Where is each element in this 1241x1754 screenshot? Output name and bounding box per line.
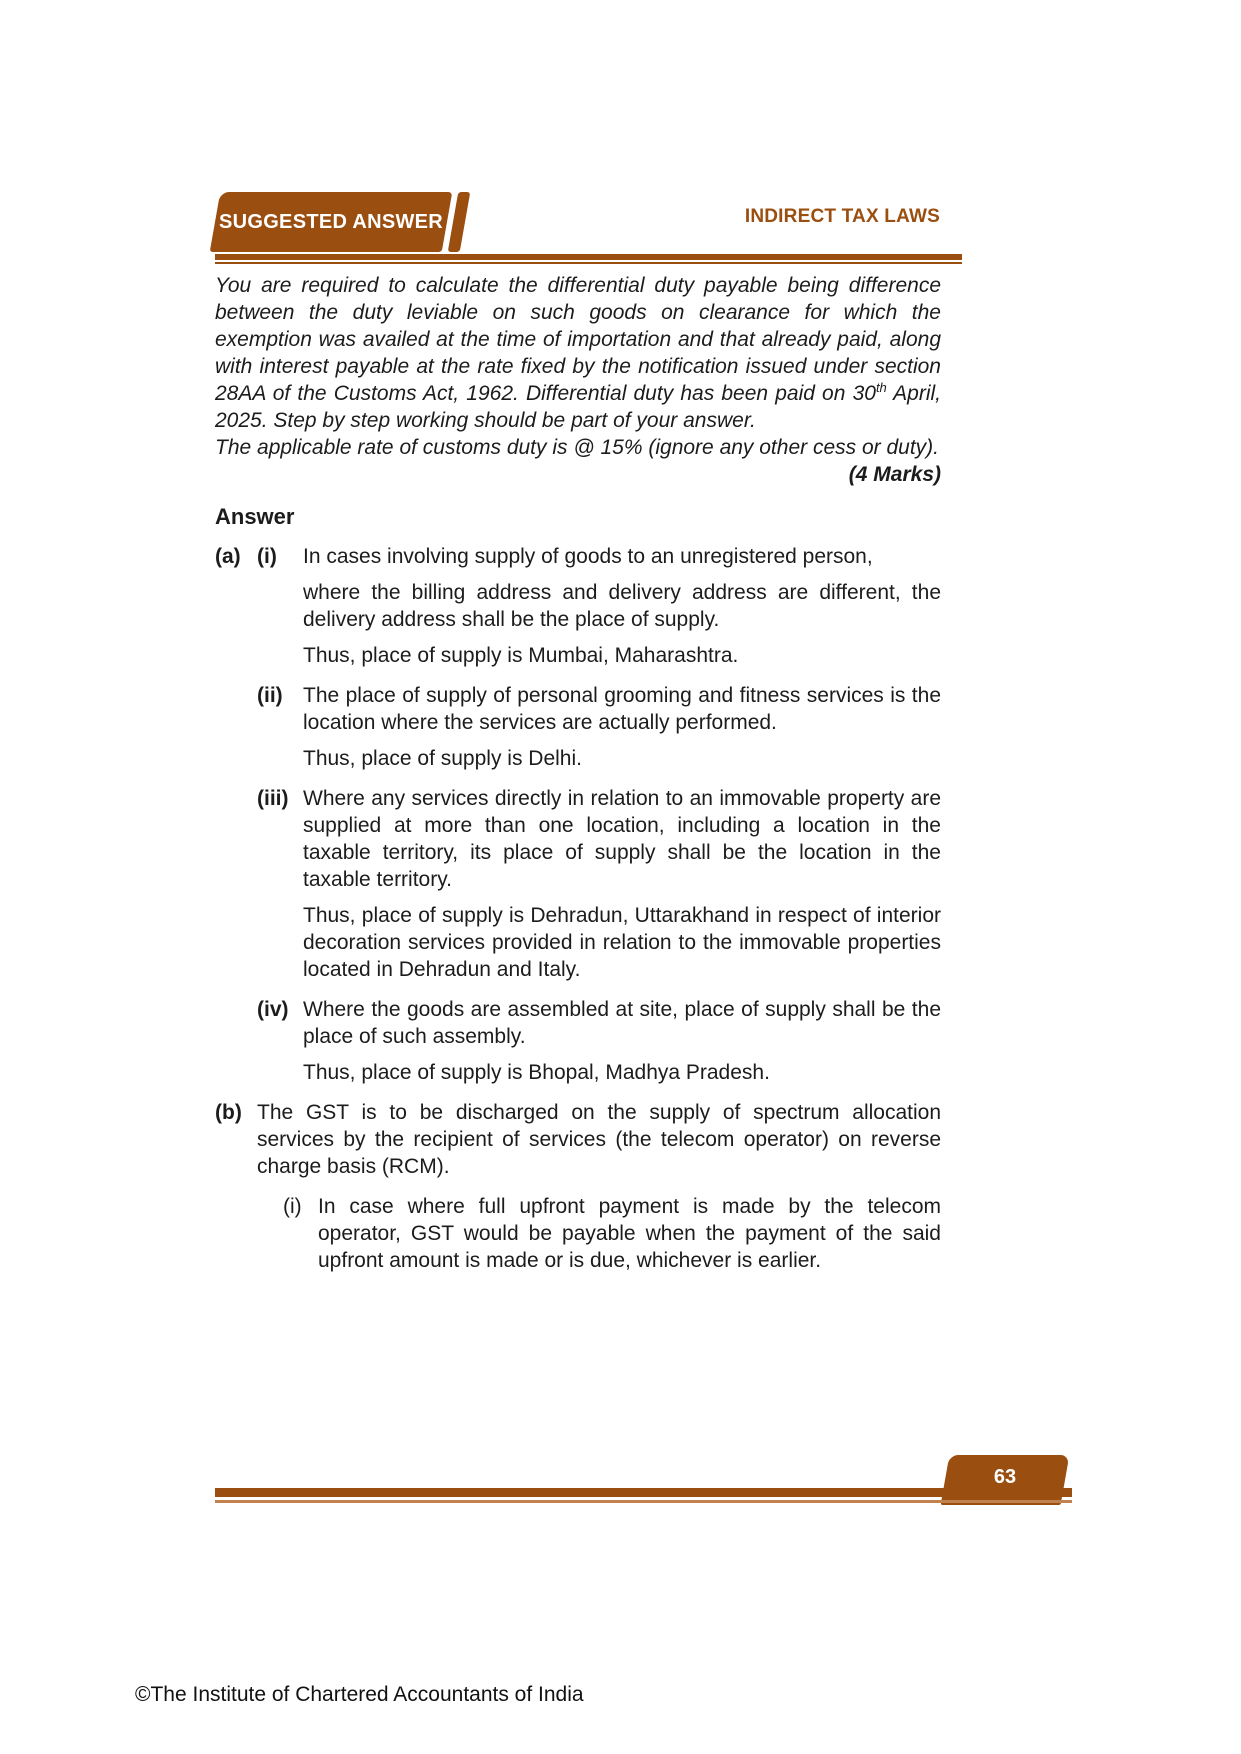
sub-label-iv: (iv) — [257, 998, 289, 1021]
footer-rule-thin — [215, 1500, 1072, 1503]
answer-paragraph: Where the goods are assembled at site, place of supply shall be the place of such assembly. — [303, 998, 941, 1048]
banner-label: SUGGESTED ANSWER — [218, 210, 444, 233]
answer-body — [257, 1099, 941, 1180]
answer-body — [303, 785, 941, 983]
answer-item-a-ii — [215, 682, 941, 772]
copyright-notice: ©The Institute of Chartered Accountants of India — [135, 1683, 584, 1706]
answer-body — [318, 1193, 941, 1274]
page-content — [215, 272, 941, 1274]
answer-body — [303, 543, 941, 669]
answer-paragraph: The GST is to be discharged on the supply of spectrum allocation services by the recipient of services (the telecom operator) on reverse charge basis (RCM). — [257, 1101, 941, 1178]
header-rule-thin — [215, 262, 962, 264]
document-title: INDIRECT TAX LAWS — [744, 206, 940, 227]
answer-paragraph: In case where full upfront payment is made by the telecom operator, GST would be payable when the payment of the said upfront amount is made or is due, whichever is earlier. — [318, 1195, 941, 1272]
answer-paragraph: Thus, place of supply is Bhopal, Madhya Pradesh. — [303, 1061, 770, 1084]
answer-paragraph: Thus, place of supply is Delhi. — [303, 747, 582, 770]
answer-item-b — [215, 1099, 941, 1180]
page-number: 63 — [993, 1465, 1017, 1488]
ordinal-superscript: th — [875, 380, 887, 395]
banner-accent-stripe — [448, 192, 471, 252]
answer-item-a-i — [215, 543, 941, 669]
answer-body — [303, 996, 941, 1086]
answer-paragraph: Thus, place of supply is Mumbai, Maharashtra. — [303, 644, 739, 667]
sub-label-ii: (ii) — [257, 684, 283, 707]
question-paragraph-2: The applicable rate of customs duty is @ 15% (ignore any other cess or duty). — [215, 436, 939, 459]
footer-rule-thick — [215, 1488, 1072, 1497]
answer-paragraph: In cases involving supply of goods to an unregistered person, — [303, 545, 873, 568]
sub-label-i: (i) — [257, 545, 277, 568]
question-text-part1: You are required to calculate the differential duty payable being difference between the duty leviable on such goods on clearance for which the exemption was availed at the time of importation and that already paid, along with interest payable at the rate fixed by the notification issued under section 28AA of the Customs Act, 1962. Differential duty has been paid on 30 — [215, 274, 941, 405]
question-paragraph-1 — [215, 272, 941, 434]
answer-item-a-iii — [215, 785, 941, 983]
sub-label-iii: (iii) — [257, 787, 289, 810]
answer-body — [303, 682, 941, 772]
sub-label-i-plain: (i) — [283, 1195, 302, 1218]
answer-paragraph: Thus, place of supply is Dehradun, Uttarakhand in respect of interior decoration services provided in relation to the immovable properties located in Dehradun and Italy. — [303, 904, 941, 981]
marks-label: (4 Marks) — [848, 463, 941, 486]
answer-heading: Answer — [215, 504, 295, 529]
answer-item-a-iv — [215, 996, 941, 1086]
answer-paragraph: The place of supply of personal grooming and fitness services is the location where the services are actually performed. — [303, 684, 941, 734]
answer-item-b-i — [215, 1193, 941, 1274]
answer-paragraph: where the billing address and delivery address are different, the delivery address shall be the place of supply. — [303, 581, 941, 631]
part-label-b: (b) — [215, 1101, 242, 1124]
header-rule-thick — [215, 254, 962, 260]
answer-paragraph: Where any services directly in relation to an immovable property are supplied at more than one location, including a location in the taxable territory, its place of supply shall be the location in the taxable territory. — [303, 787, 941, 891]
part-label-a: (a) — [215, 545, 241, 568]
question-text-part2: April, 2025. Step by step working should be part of your answer. — [215, 382, 941, 432]
